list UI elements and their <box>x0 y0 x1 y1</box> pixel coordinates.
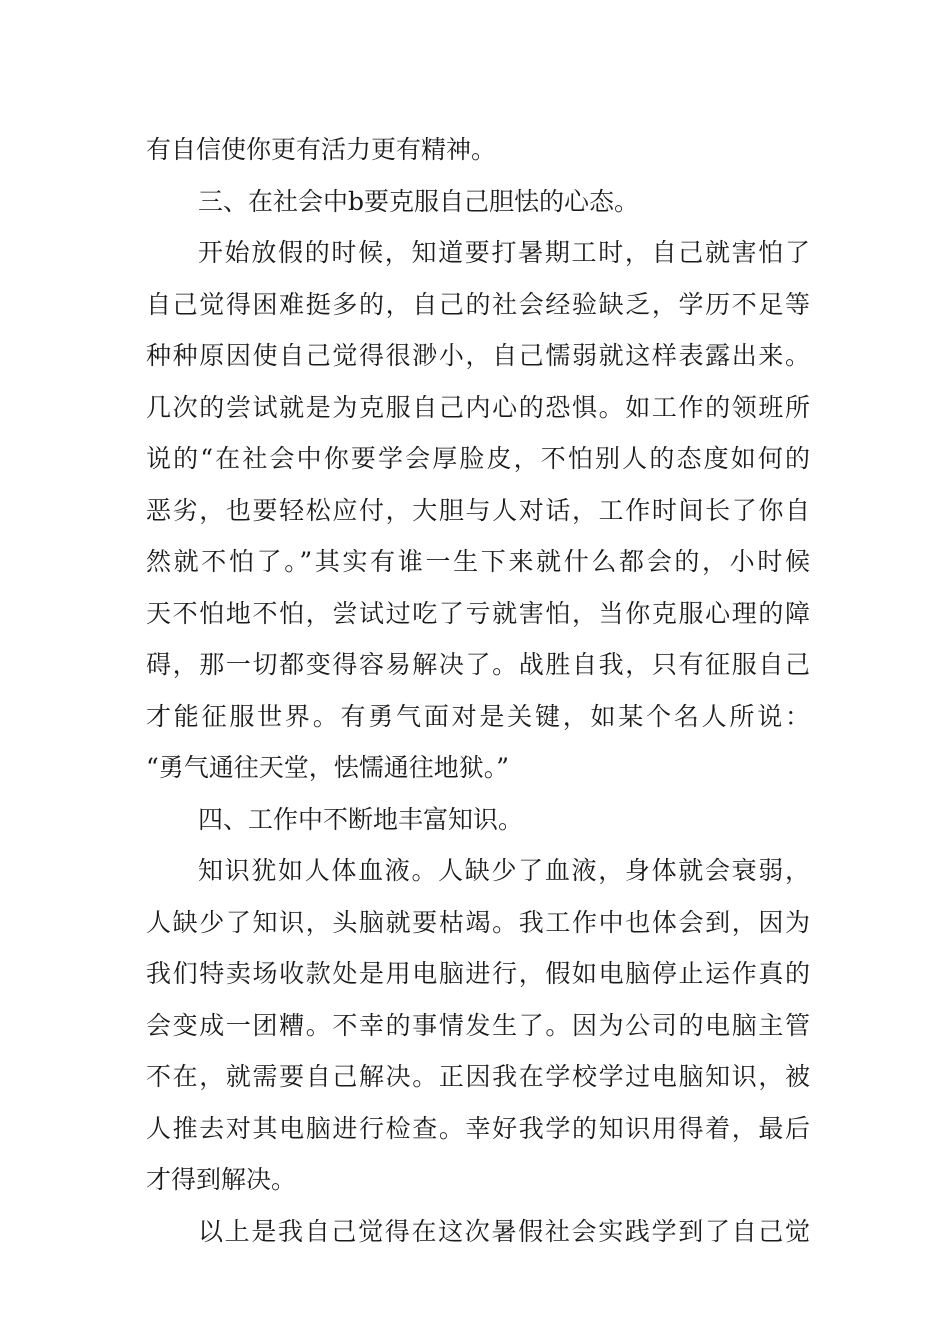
section-heading: 四、工作中不断地丰富知识。 <box>198 804 524 834</box>
text-line: 有自信使你更有活力更有精神。 <box>146 135 497 164</box>
text-line: 才能征服世界。有勇气面对是关键，如某个名人所说： <box>146 701 810 731</box>
text-line: 种种原因使自己觉得很渺小，自己懦弱就这样表露出来。 <box>146 341 810 370</box>
text-line: 天不怕地不怕，尝试过吃了亏就害怕，当你克服心理的障 <box>146 598 810 628</box>
body-text <box>146 124 810 1257</box>
text-line: 不在，就需要自己解决。正因我在学校学过电脑知识，被 <box>146 1062 810 1091</box>
text-line: 开始放假的时候，知道要打暑期工时，自己就害怕了 <box>198 238 810 267</box>
text-line: 人缺少了知识，头脑就要枯竭。我工作中也体会到，因为 <box>146 907 810 937</box>
text-line: 说的“在社会中你要学会厚脸皮，不怕别人的态度如何的 <box>146 444 810 473</box>
text-line: 几次的尝试就是为克服自己内心的恐惧。如工作的领班所 <box>146 392 810 422</box>
text-line: 会变成一团糟。不幸的事情发生了。因为公司的电脑主管 <box>146 1010 810 1040</box>
text-line: 才得到解决。 <box>146 1165 297 1194</box>
text-line: 以上是我自己觉得在这次暑假社会实践学到了自己觉 <box>198 1216 810 1246</box>
text-line: 我们特卖场收款处是用电脑进行，假如电脑停止运作真的 <box>146 959 810 988</box>
text-line: 然就不怕了。”其实有谁一生下来就什么都会的，小时候 <box>146 547 810 576</box>
section-heading: 三、在社会中b要克服自己胆怯的心态。 <box>198 186 640 216</box>
text-line: 自己觉得困难挺多的，自己的社会经验缺乏，学历不足等 <box>146 289 810 319</box>
text-line: 碍，那一切都变得容易解决了。战胜自我，只有征服自己 <box>146 650 810 679</box>
text-line: 恶劣，也要轻松应付，大胆与人对话，工作时间长了你自 <box>146 495 810 525</box>
text-line: 人推去对其电脑进行检查。幸好我学的知识用得着，最后 <box>146 1113 810 1143</box>
text-line: “勇气通往天堂，怯懦通往地狱。” <box>146 753 510 782</box>
text-line: 知识犹如人体血液。人缺少了血液，身体就会衰弱， <box>198 856 810 885</box>
